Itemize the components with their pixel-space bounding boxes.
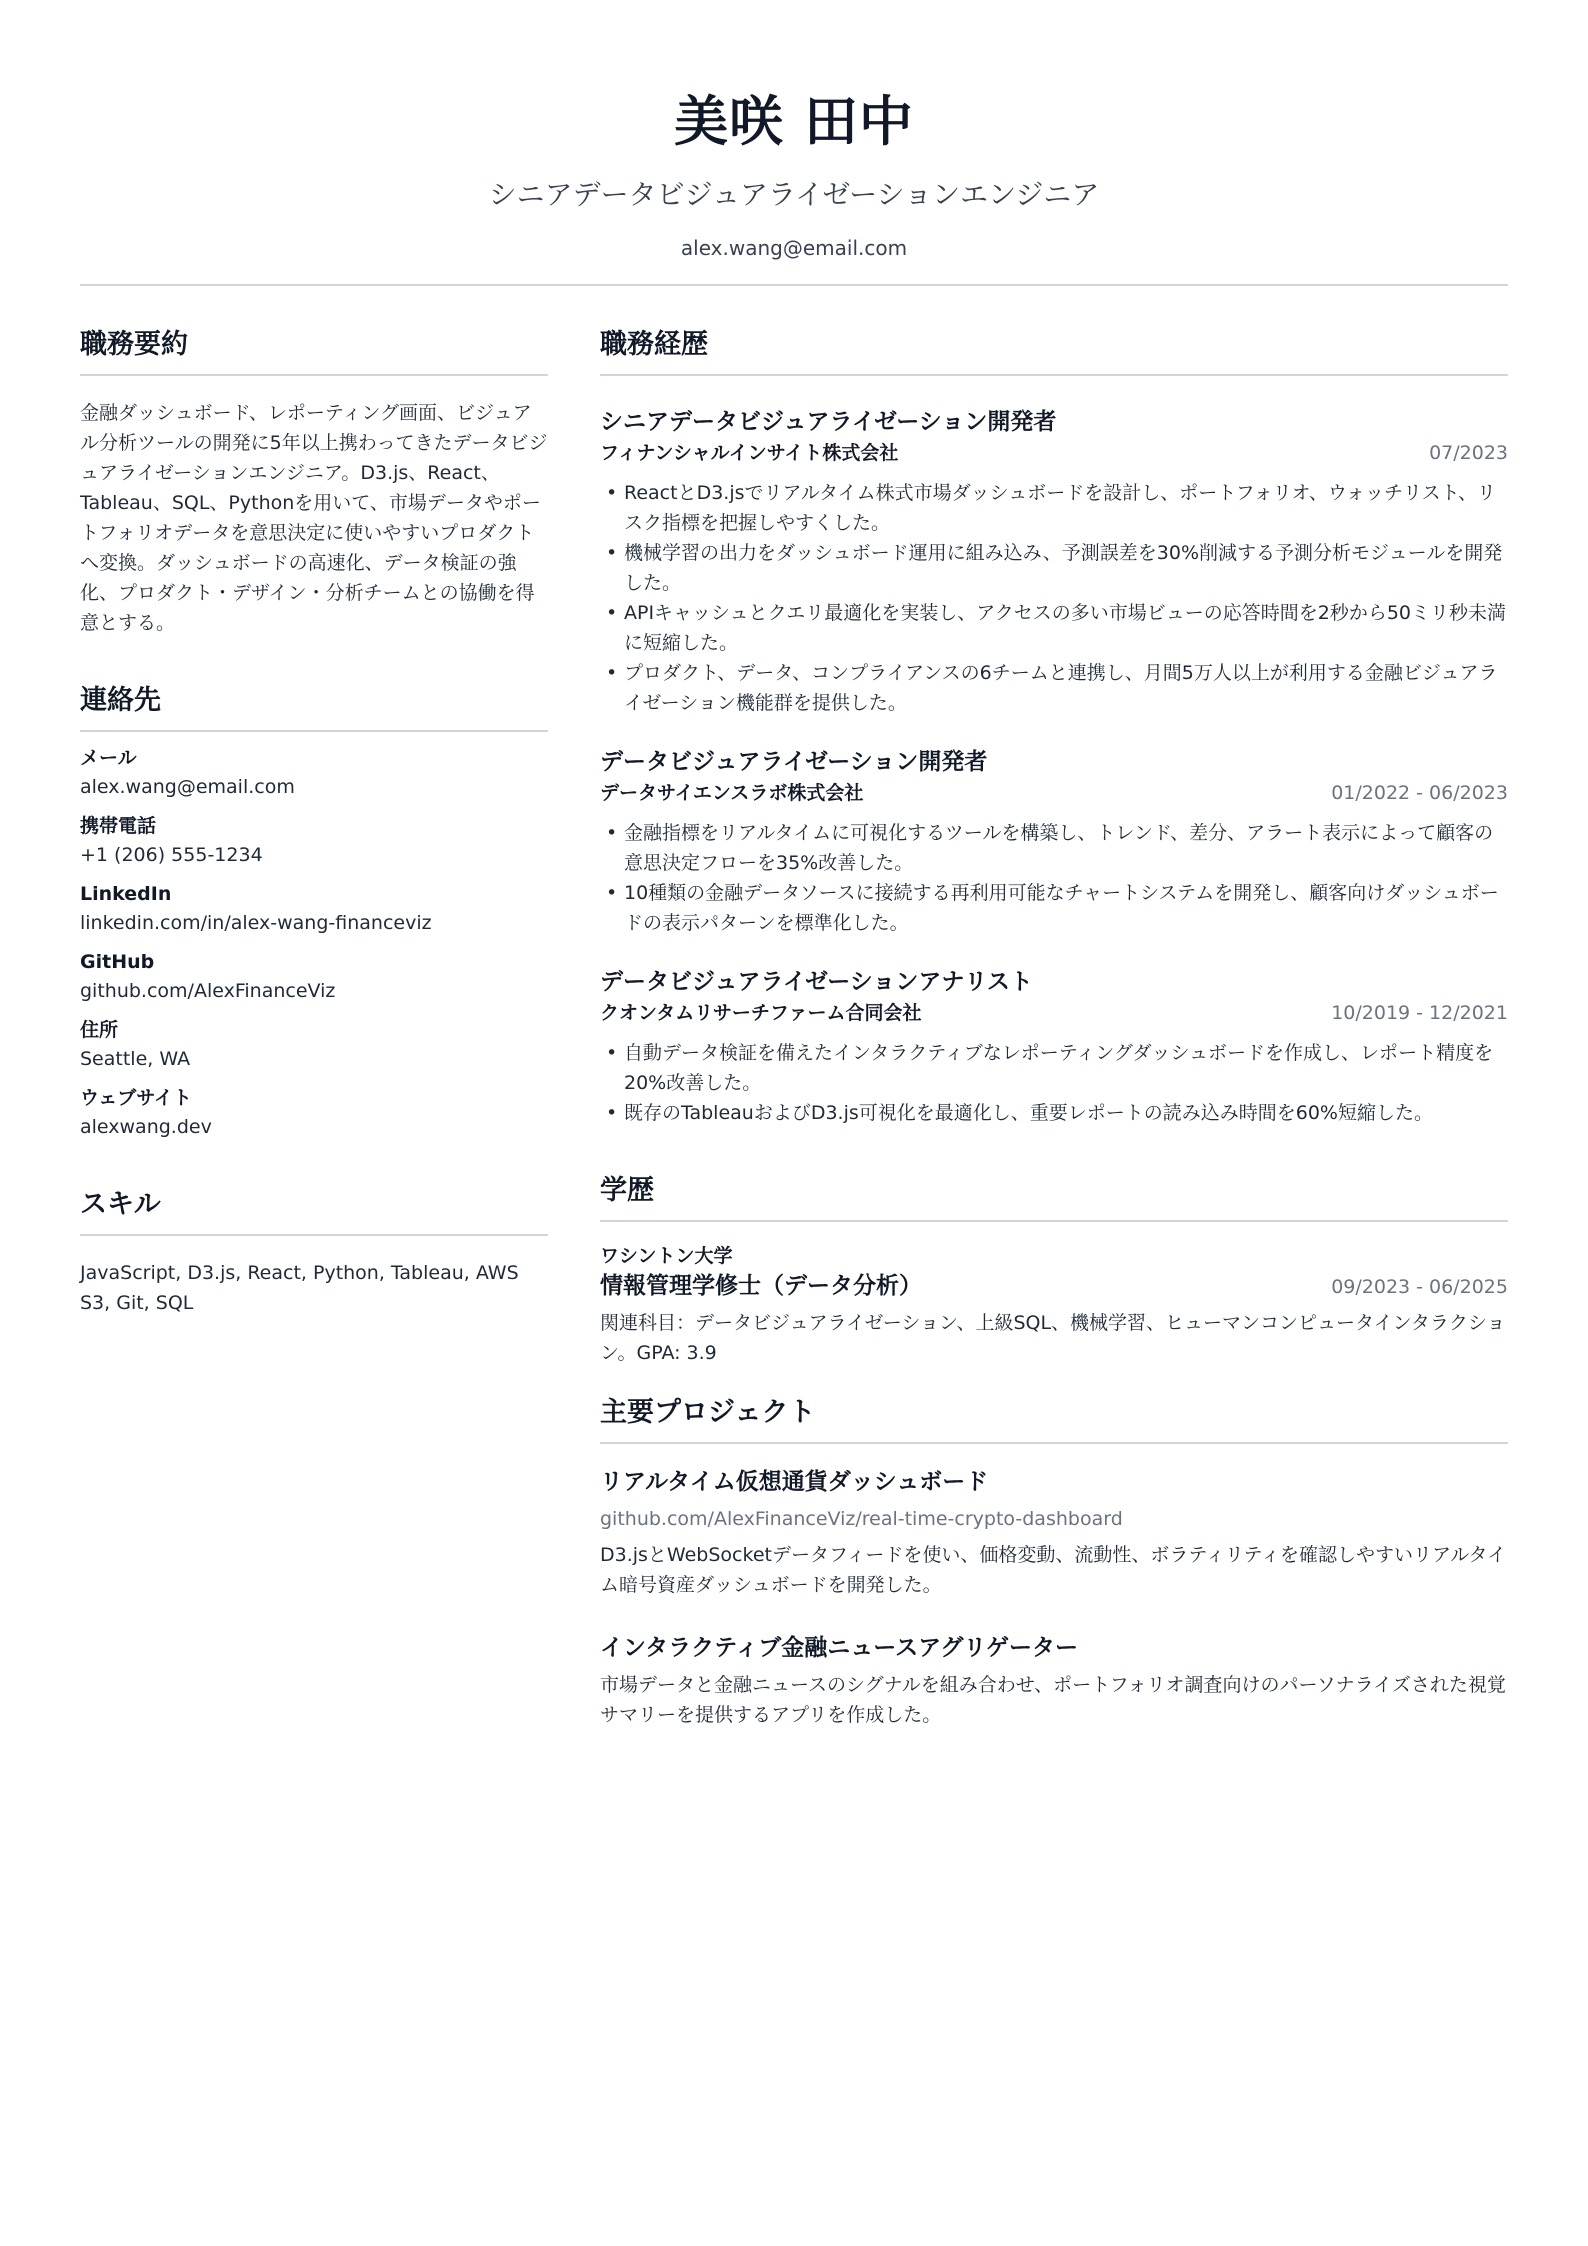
bullet-text: 自動データ検証を備えたインタラクティブなレポーティングダッシュボードを作成し、レポート精度を20%改善した。 — [624, 1042, 1494, 1094]
summary-heading: 職務要約 — [80, 329, 188, 360]
contact-label-website: ウェブサイト — [80, 1087, 192, 1109]
job-entry — [600, 746, 1508, 938]
bullet-icon: • — [606, 662, 618, 684]
project-title: リアルタイム仮想通貨ダッシュボード — [600, 1469, 989, 1495]
projects-section — [600, 1394, 1508, 1730]
project-description: 市場データと金融ニュースのシグナルを組み合わせ、ポートフォリオ調査向けのパーソナライズされた視覚サマリーを提供するアプリを作成した。 — [600, 1674, 1506, 1726]
bullet-icon: • — [606, 1102, 618, 1124]
experience-section — [600, 326, 1508, 1128]
job-title: シニアデータビジュアライゼーション開発者 — [600, 409, 1057, 435]
bullet-text: 既存のTableauおよびD3.js可視化を最適化し、重要レポートの読み込み時間を60%短縮した。 — [624, 1102, 1433, 1124]
header-divider — [80, 284, 1508, 286]
education-detail: 関連科目：データビジュアライゼーション、上級SQL、機械学習、ヒューマンコンピュータインタラクション。GPA: 3.9 — [600, 1312, 1506, 1364]
experience-heading: 職務経歴 — [600, 329, 708, 360]
contact-section — [80, 682, 548, 1142]
bullet-icon: • — [606, 542, 618, 564]
bullet-icon: • — [606, 822, 618, 844]
job-meta — [600, 778, 1508, 808]
section-divider — [80, 374, 548, 376]
summary-text: 金融ダッシュボード、レポーティング画面、ビジュアル分析ツールの開発に5年以上携わってきたデータビジュアライゼーションエンジニア。D3.js、React、Tableau、SQL、Pythonを用いて、市場データやポートフォリオデータを意思決定に使いやすいプロダクトへ変換。ダッシュボードの高速化、データ検証の強化、プロダクト・デザイン・分析チームとの協働を得意とする。 — [80, 402, 548, 634]
bullet-icon: • — [606, 602, 618, 624]
contact-label-address: 住所 — [80, 1019, 119, 1041]
job-date: 10/2019 - 12/2021 — [1331, 1002, 1508, 1024]
contact-list — [80, 744, 548, 1142]
section-divider — [80, 730, 548, 732]
job-bullets — [600, 818, 1508, 938]
job-bullet — [600, 1038, 1508, 1098]
job-meta — [600, 998, 1508, 1028]
bullet-text: APIキャッシュとクエリ最適化を実装し、アクセスの多い市場ビューの応答時間を2秒から50ミリ秒未満に短縮した。 — [624, 602, 1506, 654]
job-title: データビジュアライゼーションアナリスト — [600, 969, 1033, 995]
section-divider — [600, 374, 1508, 376]
contact-heading: 連絡先 — [80, 685, 161, 716]
projects-heading: 主要プロジェクト — [600, 1397, 816, 1428]
section-divider — [600, 1442, 1508, 1444]
right-column — [600, 326, 1508, 1774]
company-name: フィナンシャルインサイト株式会社 — [600, 442, 899, 464]
contact-label-linkedin: LinkedIn — [80, 883, 172, 905]
skills-heading: スキル — [80, 1189, 161, 1220]
education-section — [600, 1172, 1508, 1368]
job-entry — [600, 966, 1508, 1128]
section-divider — [600, 1220, 1508, 1222]
job-bullet — [600, 538, 1508, 598]
project-description: D3.jsとWebSocketデータフィードを使い、価格変動、流動性、ボラティリティを確認しやすいリアルタイム暗号資産ダッシュボードを開発した。 — [600, 1544, 1507, 1596]
degree-name: 情報管理学修士（データ分析） — [600, 1273, 922, 1299]
section-divider — [80, 1234, 548, 1236]
education-heading: 学歴 — [600, 1175, 654, 1206]
bullet-icon: • — [606, 882, 618, 904]
job-bullet — [600, 478, 1508, 538]
education-date: 09/2023 - 06/2025 — [1331, 1276, 1508, 1298]
job-bullet — [600, 1098, 1508, 1128]
contact-value-github[interactable]: github.com/AlexFinanceViz — [80, 980, 336, 1002]
bullet-text: 機械学習の出力をダッシュボード運用に組み込み、予測誤差を30%削減する予測分析モジュールを開発した。 — [624, 542, 1503, 594]
bullet-icon: • — [606, 1042, 618, 1064]
job-bullet — [600, 878, 1508, 938]
company-name: データサイエンスラボ株式会社 — [600, 782, 864, 804]
contact-value-website[interactable]: alexwang.dev — [80, 1116, 212, 1138]
job-bullet — [600, 598, 1508, 658]
job-date: 07/2023 — [1429, 442, 1508, 464]
candidate-name: 美咲 田中 — [674, 90, 914, 153]
candidate-title: シニアデータビジュアライゼーションエンジニア — [488, 178, 1100, 211]
job-date: 01/2022 - 06/2023 — [1331, 782, 1508, 804]
bullet-text: 10種類の金融データソースに接続する再利用可能なチャートシステムを開発し、顧客向けダッシュボードの表示パターンを標準化した。 — [624, 882, 1499, 934]
project-entry — [600, 1632, 1508, 1730]
project-entry — [600, 1466, 1508, 1600]
company-name: クオンタムリサーチファーム合同会社 — [600, 1002, 922, 1024]
job-meta — [600, 438, 1508, 468]
left-column — [80, 326, 548, 1774]
job-bullet — [600, 658, 1508, 718]
resume-header — [80, 0, 1508, 286]
project-link[interactable]: github.com/AlexFinanceViz/real-time-crypto-dashboard — [600, 1508, 1123, 1530]
bullet-text: ReactとD3.jsでリアルタイム株式市場ダッシュボードを設計し、ポートフォリオ、ウォッチリスト、リスク指標を把握しやすくした。 — [624, 482, 1496, 534]
skills-section — [80, 1186, 548, 1318]
contact-value-address: Seattle, WA — [80, 1048, 191, 1070]
bullet-text: プロダクト、データ、コンプライアンスの6チームと連携し、月間5万人以上が利用する金融ビジュアライゼーション機能群を提供した。 — [624, 662, 1498, 714]
job-bullets — [600, 1038, 1508, 1128]
job-bullets — [600, 478, 1508, 718]
job-entry — [600, 406, 1508, 718]
contact-label-github: GitHub — [80, 951, 155, 973]
bullet-text: 金融指標をリアルタイムに可視化するツールを構築し、トレンド、差分、アラート表示によって顧客の意思決定フローを35%改善した。 — [624, 822, 1494, 874]
summary-section — [80, 326, 548, 638]
job-title: データビジュアライゼーション開発者 — [600, 749, 988, 775]
two-column-layout — [80, 326, 1508, 1774]
contact-label-email: メール — [80, 747, 137, 769]
degree-row — [600, 1270, 1508, 1302]
school-name: ワシントン大学 — [600, 1245, 733, 1267]
project-title: インタラクティブ金融ニュースアグリゲーター — [600, 1635, 1078, 1661]
contact-value-email[interactable]: alex.wang@email.com — [80, 776, 295, 798]
header-email[interactable]: alex.wang@email.com — [680, 236, 908, 260]
contact-value-linkedin[interactable]: linkedin.com/in/alex-wang-financeviz — [80, 912, 432, 934]
contact-value-phone[interactable]: +1 (206) 555-1234 — [80, 844, 263, 866]
job-bullet — [600, 818, 1508, 878]
skills-text: JavaScript, D3.js, React, Python, Tableau, AWS S3, Git, SQL — [80, 1262, 519, 1314]
bullet-icon: • — [606, 482, 618, 504]
contact-label-phone: 携帯電話 — [80, 815, 157, 837]
